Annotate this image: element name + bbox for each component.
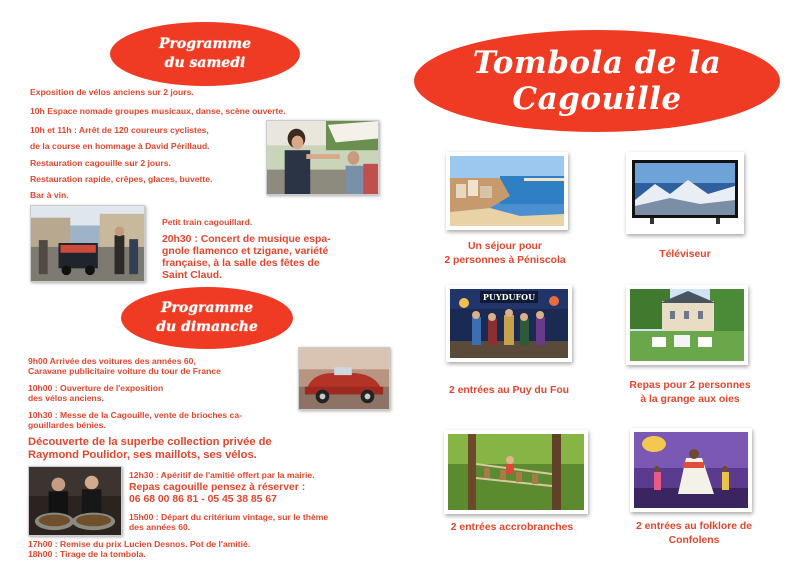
- prize-card-folklore-confolens: [630, 428, 752, 512]
- prize-card-puydufou: [446, 285, 572, 362]
- samedi-concert-2: gnole flamenco et tzigane, variété: [162, 246, 329, 257]
- samedi-line-2: 10h Espace nomade groupes musicaux, danse, scène ouverte.: [30, 106, 286, 116]
- samedi-line-6: Restauration rapide, crêpes, glaces, buvette.: [30, 174, 213, 184]
- photo-vintage-car: [298, 347, 390, 410]
- tombola-title: Tombola de la Cagouille: [472, 45, 722, 117]
- dimanche-repas-1: Repas cagouille pensez à réserver :: [129, 482, 306, 493]
- samedi-title-oval: [110, 22, 300, 86]
- tombola-title-oval: [414, 30, 780, 132]
- prize-folklore-line1: 2 entrées au folklore de: [635, 521, 753, 532]
- prize-card-accrobranches: [444, 430, 588, 514]
- prize-accrobranches-line1: 2 entrées accrobranches: [450, 522, 574, 533]
- dimanche-block3-line2: gouillardes bénies.: [28, 420, 106, 430]
- dimanche-closing-2: 18h00 : Tirage de la tombola.: [28, 549, 146, 559]
- prize-caption-accrobranches: [414, 521, 610, 535]
- samedi-line-5: Restauration cagouille sur 2 jours.: [30, 158, 171, 168]
- samedi-concert-1: 20h30 : Concert de musique espa-: [162, 234, 331, 245]
- samedi-title-line1: Programme: [158, 36, 251, 52]
- photo-market-people: [266, 120, 379, 195]
- dimanche-title-oval: [121, 287, 293, 349]
- dimanche-block1-line1: 9h00 Arrivée des voitures des années 60,: [28, 356, 196, 366]
- dimanche-block2-line1: 10h00 : Ouverture de l'exposition: [28, 383, 164, 393]
- dimanche-highlight-2: Raymond Poulidor, ses maillots, ses vélos.: [28, 449, 257, 461]
- dimanche-block1-line2: Caravane publicitaire voiture du tour de France: [28, 366, 221, 376]
- prize-peniscola-line2: 2 personnes à Péniscola: [444, 255, 566, 266]
- prize-caption-televiseur: [600, 248, 770, 262]
- prize-caption-puydufou: [414, 384, 604, 398]
- prize-card-grange-aux-oies: [626, 285, 748, 365]
- prize-grange-line1: Repas pour 2 personnes: [629, 380, 751, 391]
- prize-caption-grange-aux-oies: [600, 379, 780, 407]
- prize-televiseur-line1: Téléviseur: [659, 249, 711, 260]
- samedi-line-4: de la course en hommage à David Périllaud.: [30, 141, 210, 151]
- prize-card-televiseur: [626, 152, 744, 234]
- photo-chefs-cagouille: [28, 466, 122, 536]
- samedi-title-line2: du samedi: [164, 55, 246, 71]
- dimanche-criterium-2: des années 60.: [129, 522, 191, 532]
- prize-puydufou-line1: 2 entrées au Puy du Fou: [448, 385, 570, 396]
- samedi-line-7: Bar à vin.: [30, 190, 69, 200]
- dimanche-closing-1: 17h00 : Remise du prix Lucien Desnos. Pot de l'amitié.: [28, 539, 251, 549]
- dimanche-aperitif: 12h30 : Apéritif de l'amitié offert par la mairie.: [129, 470, 315, 480]
- dimanche-block3-line1: 10h30 : Messe de la Cagouille, vente de brioches ca-: [28, 410, 242, 420]
- dimanche-repas-phones: 06 68 00 86 81 - 05 45 38 85 67: [129, 494, 277, 505]
- dimanche-highlight-1: Découverte de la superbe collection privée de: [28, 436, 272, 448]
- dimanche-title-line2: du dimanche: [156, 319, 258, 335]
- puydufou-logo: PUYDUFOU: [482, 292, 536, 302]
- prize-grange-line2: à la grange aux oies: [640, 394, 740, 405]
- dimanche-criterium-1: 15h00 : Départ du critérium vintage, sur le thème: [129, 512, 329, 522]
- prize-peniscola-line1: Un séjour pour: [468, 241, 542, 252]
- samedi-concert-4: Saint Claud.: [162, 270, 223, 281]
- samedi-line-3: 10h et 11h : Arrêt de 120 coureurs cyclistes,: [30, 125, 209, 135]
- prize-folklore-line2: Confolens: [668, 535, 720, 546]
- dimanche-title-line1: Programme: [160, 300, 253, 316]
- samedi-concert-3: française, à la salle des fêtes de: [162, 258, 320, 269]
- dimanche-block2-line2: des vélos anciens.: [28, 393, 104, 403]
- samedi-train: Petit train cagouillard.: [162, 217, 253, 227]
- prize-caption-peniscola: [410, 240, 600, 268]
- samedi-line-1: Exposition de vélos anciens sur 2 jours.: [30, 87, 194, 97]
- prize-caption-folklore-confolens: [606, 520, 782, 548]
- photo-petit-train: [30, 205, 145, 282]
- prize-card-peniscola: [446, 152, 568, 230]
